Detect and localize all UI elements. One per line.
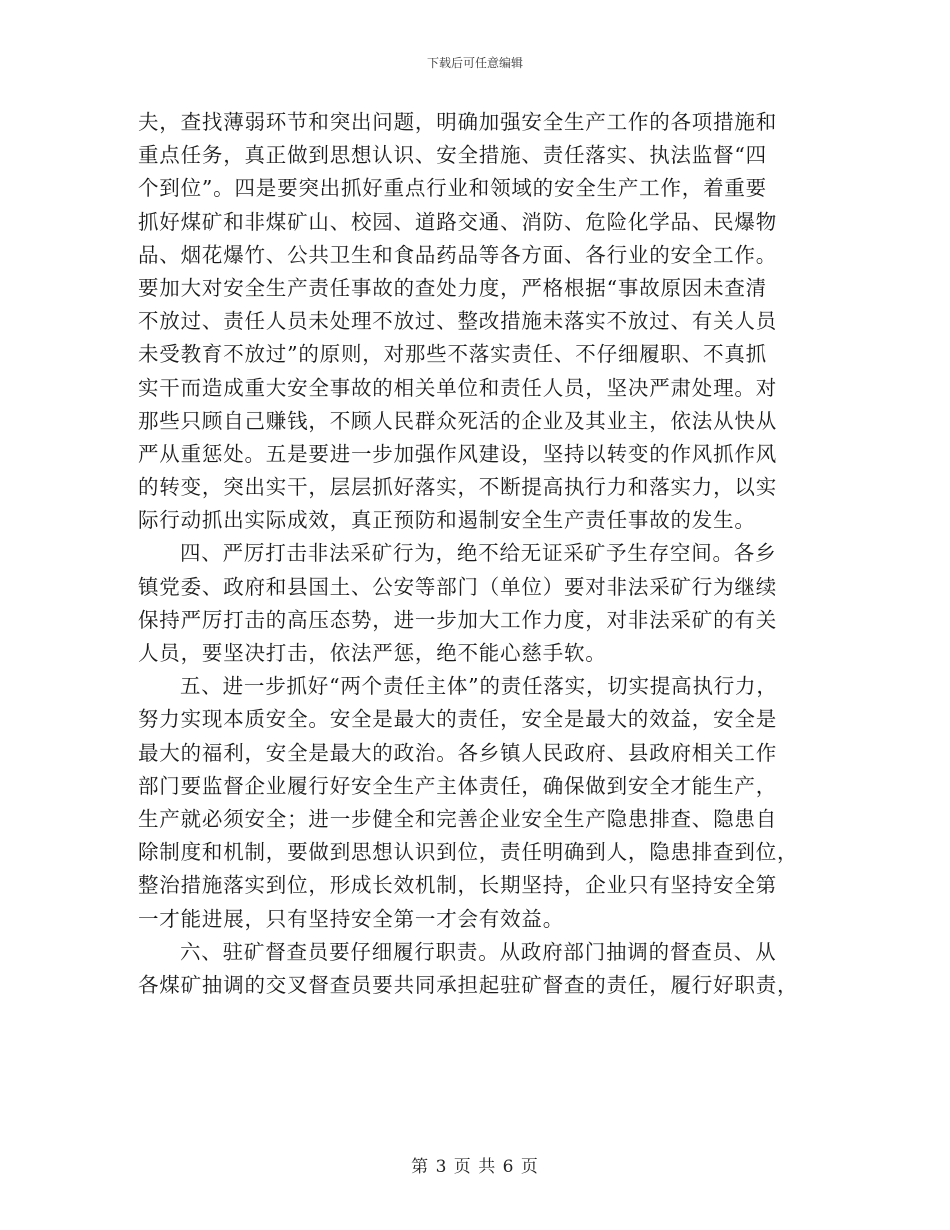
text-line: 际行动抓出实际成效，真正预防和遏制安全生产责任事故的发生。: [138, 508, 756, 533]
text-line: 品、烟花爆竹、公共卫生和食品药品等各方面、各行业的安全工作。: [138, 242, 777, 267]
text-line: 未受教育不放过”的原则，对那些不落实责任、不仔细履职、不真抓: [138, 342, 767, 367]
document-body: [138, 106, 810, 1002]
paragraph-first-line: 四、严厉打击非法采矿行为，绝不给无证采矿予生存空间。各乡: [180, 541, 777, 566]
text-line: 镇党委、政府和县国土、公安等部门（单位）要对非法采矿行为继续: [138, 574, 777, 599]
text-line: 最大的福利，安全是最大的政治。各乡镇人民政府、县政府相关工作: [138, 740, 777, 765]
text-line: 保持严厉打击的高压态势，进一步加大工作力度，对非法采矿的有关: [138, 607, 777, 632]
text-line: 生产就必须安全；进一步健全和完善企业安全生产隐患排查、隐患自: [138, 806, 777, 831]
text-line: 一才能进展，只有坚持安全第一才会有效益。: [138, 906, 564, 931]
text-line: 实干而造成重大安全事故的相关单位和责任人员，坚决严肃处理。对: [138, 375, 777, 400]
text-line: 整治措施落实到位，形成长效机制，长期坚持，企业只有坚持安全第: [138, 873, 777, 898]
paragraph-first-line: 五、进一步抓好“两个责任主体”的责任落实，切实提高执行力，: [180, 674, 778, 699]
paragraph-first-line: 六、驻矿督查员要仔细履行职责。从政府部门抽调的督查员、从: [180, 939, 777, 964]
text-line: 抓好煤矿和非煤矿山、校园、道路交通、消防、危险化学品、民爆物: [138, 209, 777, 234]
text-line: 要加大对安全生产责任事故的查处力度，严格根据“事故原因未查清: [138, 275, 767, 300]
text-line: 部门要监督企业履行好安全生产主体责任，确保做到安全才能生产，: [138, 773, 777, 798]
text-line: 个到位”。四是要突出抓好重点行业和领域的安全生产工作，着重要: [138, 176, 767, 201]
text-line: 各煤矿抽调的交叉督查员要共同承担起驻矿督查的责任，履行好职责，: [138, 972, 799, 997]
text-line: 的转变，突出实干，层层抓好落实，不断提高执行力和落实力，以实: [138, 475, 777, 500]
page-number-footer: 第 3 页 共 6 页: [411, 1157, 539, 1177]
text-line: 严从重惩处。五是要进一步加强作风建设，坚持以转变的作风抓作风: [138, 441, 777, 466]
text-line: 人员，要坚决打击，依法严惩，绝不能心慈手软。: [138, 641, 607, 665]
page-header-note: 下载后可任意编辑: [426, 56, 523, 70]
text-line: 那些只顾自己赚钱，不顾人民群众死活的企业及其业主，依法从快从: [138, 408, 777, 433]
text-line: 不放过、责任人员未处理不放过、整改措施未落实不放过、有关人员: [138, 309, 777, 334]
text-line: 重点任务，真正做到思想认识、安全措施、责任落实、执法监督“四: [138, 143, 767, 168]
text-line: 努力实现本质安全。安全是最大的责任，安全是最大的效益，安全是: [138, 707, 777, 732]
text-line: 夫，查找薄弱环节和突出问题，明确加强安全生产工作的各项措施和: [138, 110, 777, 134]
text-line: 除制度和机制，要做到思想认识到位，责任明确到人，隐患排查到位，: [138, 840, 799, 865]
